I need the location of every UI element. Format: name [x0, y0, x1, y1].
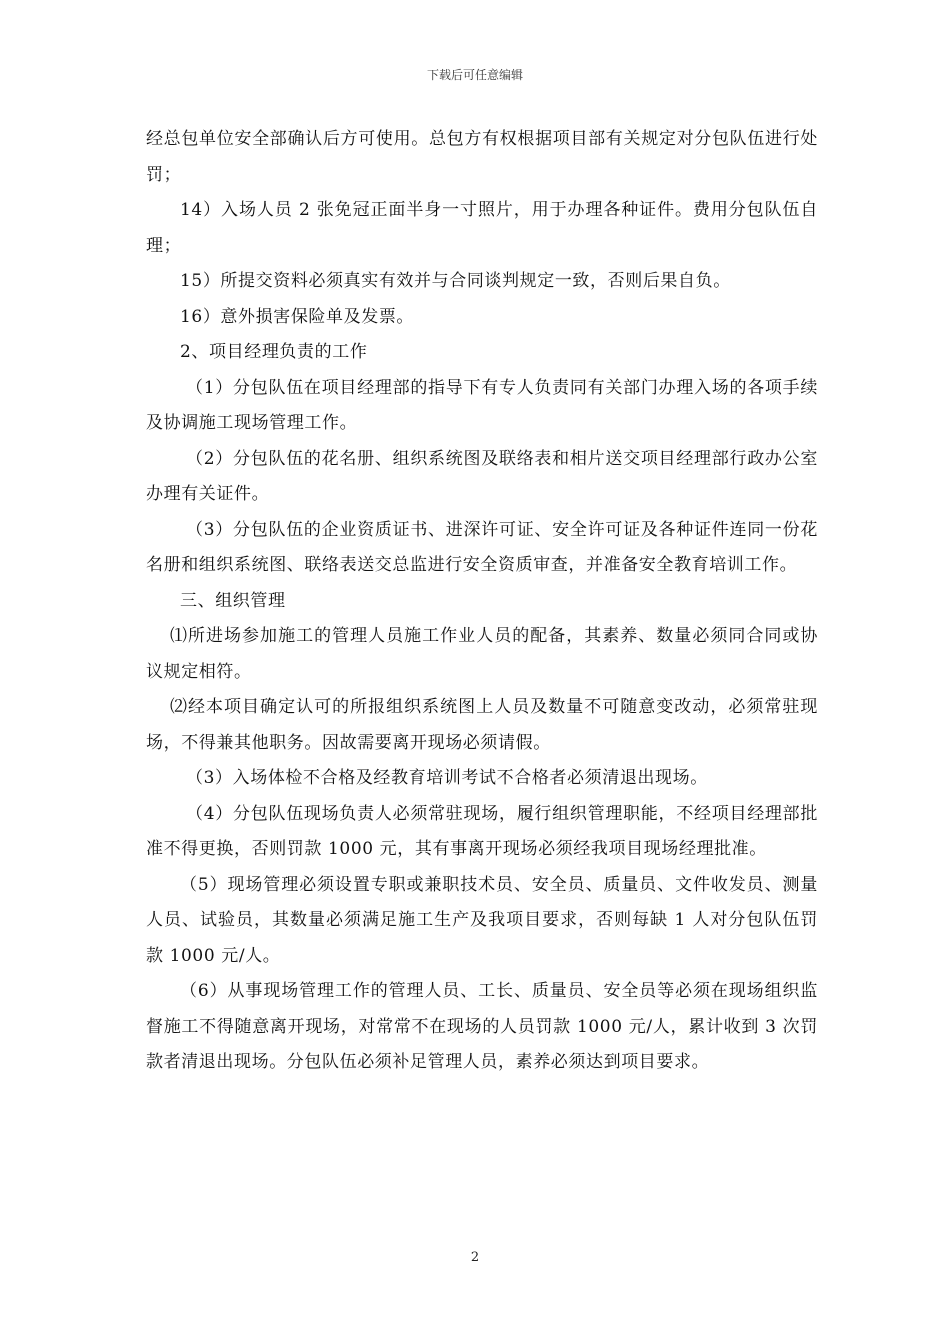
section-heading-project-manager: 2、项目经理负责的工作 — [180, 342, 368, 362]
paragraph-org-5: （5）现场管理必须设置专职或兼职技术员、安全员、质量员、文件收发员、测量人员、试验员，其数量必须满足施工生产及我项目要求，否则每缺 1 人对分包队伍罚款 1000 元/人。 — [146, 874, 818, 966]
page-header: 下载后可任意编辑 — [426, 68, 523, 82]
paragraph-pm-1: （1）分包队伍在项目经理部的指导下有专人负责同有关部门办理入场的各项手续及协调施工现场管理工作。 — [146, 377, 818, 433]
page-number: 2 — [470, 1250, 480, 1265]
paragraph-org-1: ⑴所进场参加施工的管理人员施工作业人员的配备，其素养、数量必须同合同或协议规定相符。 — [146, 626, 818, 682]
paragraph-org-3: （3）入场体检不合格及经教育培训考试不合格者必须清退出现场。 — [186, 768, 708, 788]
section-heading-organization: 三、组织管理 — [180, 590, 286, 611]
paragraph-pm-3: （3）分包队伍的企业资质证书、进深许可证、安全许可证及各种证件连同一份花名册和组织系统图、联络表送交总监进行安全资质审查，并准备安全教育培训工作。 — [146, 519, 818, 575]
paragraph-item-16: 16）意外损害保险单及发票。 — [180, 306, 415, 327]
paragraph-item-14: 14）入场人员 2 张免冠正面半身一寸照片，用于办理各种证件。费用分包队伍自理； — [146, 200, 818, 256]
document-body — [146, 122, 818, 1081]
paragraph-item-15: 15）所提交资料必须真实有效并与合同谈判规定一致，否则后果自负。 — [180, 271, 731, 291]
paragraph-pm-2: （2）分包队伍的花名册、组织系统图及联络表和相片送交项目经理部行政办公室办理有关证件。 — [146, 448, 818, 504]
paragraph-org-2: ⑵经本项目确定认可的所报组织系统图上人员及数量不可随意变改动，必须常驻现场，不得兼其他职务。因故需要离开现场必须请假。 — [146, 697, 818, 753]
paragraph-org-4: （4）分包队伍现场负责人必须常驻现场，履行组织管理职能，不经项目经理部批准不得更换，否则罚款 1000 元，其有事离开现场必须经我项目现场经理批准。 — [146, 803, 818, 859]
paragraph-org-6: （6）从事现场管理工作的管理人员、工长、质量员、安全员等必须在现场组织监督施工不得随意离开现场，对常常不在现场的人员罚款 1000 元/人，累计收到 3 次罚款者清退出现场。分包队伍必须补足管理人员，素养必须达到项目要求。 — [146, 981, 818, 1072]
paragraph-continuation: 经总包单位安全部确认后方可使用。总包方有权根据项目部有关规定对分包队伍进行处罚； — [146, 129, 818, 185]
